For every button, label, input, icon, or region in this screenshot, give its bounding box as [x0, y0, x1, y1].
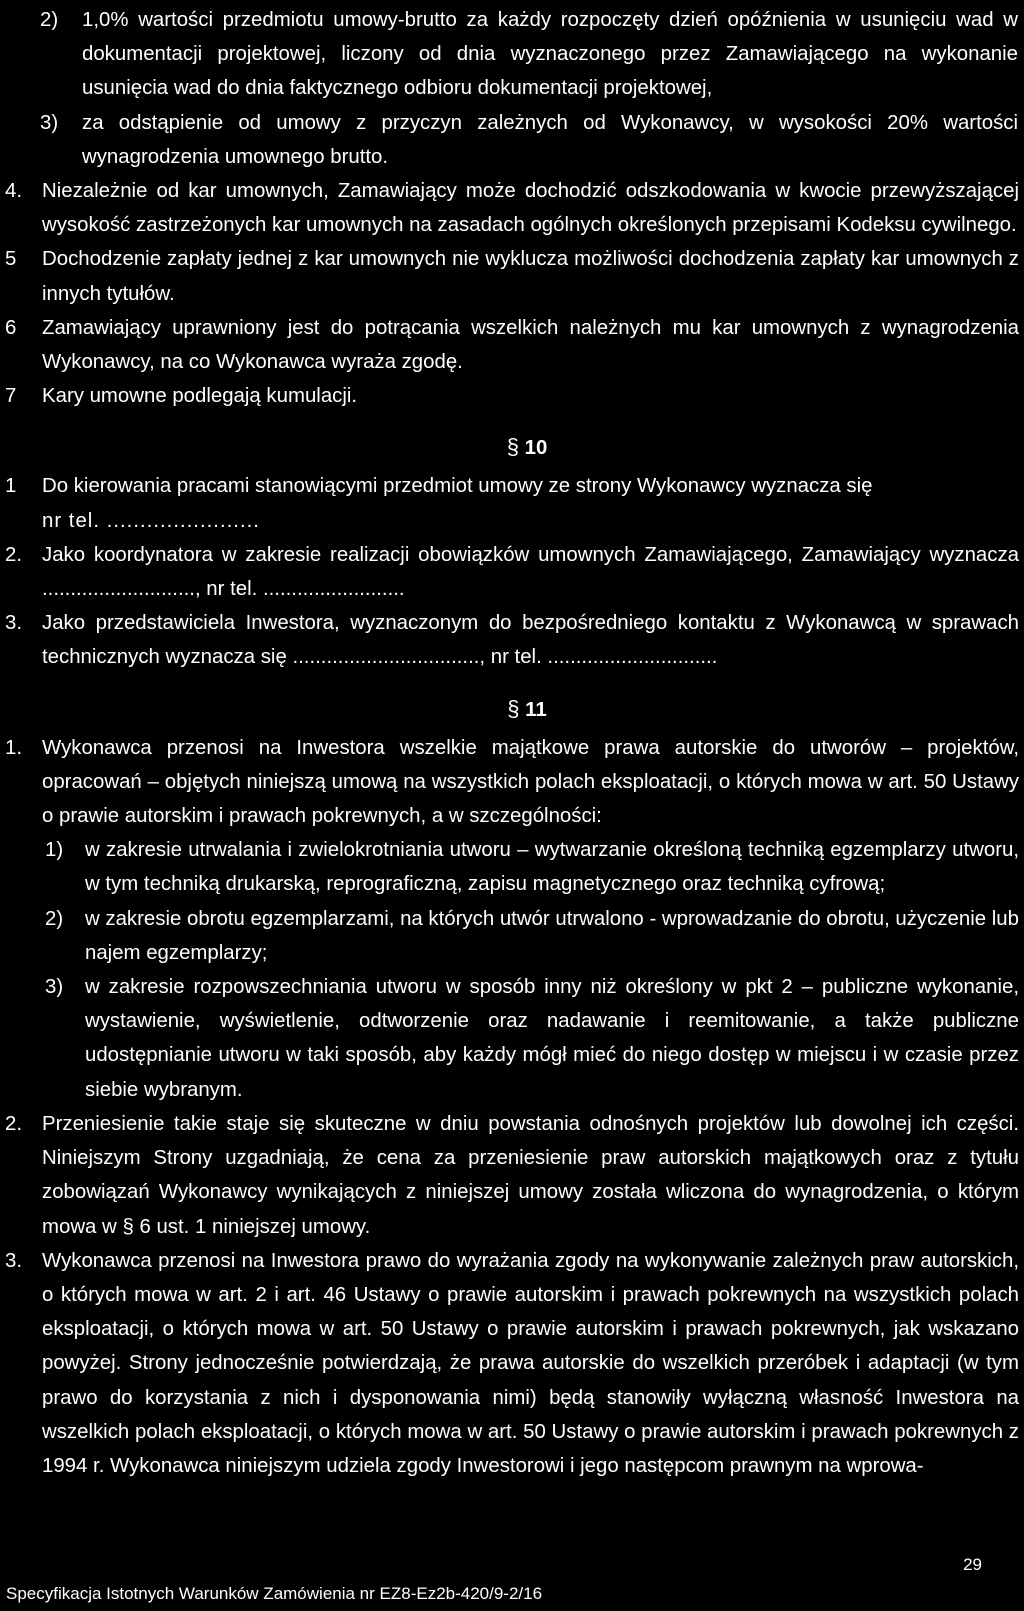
footer-document-title: Specyfikacja Istotnych Warunków Zamówienia nr EZ8-Ez2b-420/9-2/16 [6, 1584, 543, 1603]
paragraph [0, 1107, 1024, 1244]
penalty-list-continuation [0, 3, 1024, 174]
paragraph [0, 731, 1024, 834]
list-item-number: 3) [45, 976, 64, 999]
paragraph [0, 1244, 1024, 1483]
list-item-text: w zakresie utrwalania i zwielokrotniania utworu – wytwarzanie określoną techniką egzemplarzy utworu, w tym techniką drukarską, reprograficzną, zapisu magnetycznego oraz techniką cyfrową; [85, 839, 1019, 896]
paragraph-text: Wykonawca przenosi na Inwestora wszelkie majątkowe prawa autorskie do utworów – projektów, opracowań – objętych niniejszą umową na wszystkich polach eksploatacji, o których mowa w art. 50 Ustawy o prawie autorskim i prawach pokrewnych, a w szczególności: [42, 736, 1019, 828]
paragraph [0, 174, 1024, 242]
section-number: 10 [524, 437, 548, 460]
paragraph-text: Kary umowne podlegają kumulacji. [42, 385, 358, 408]
paragraph-text: Zamawiający uprawniony jest do potrącania wszelkich należnych mu kar umownych z wynagrodzenia Wykonawcy, na co Wykonawca wyraża zgodę. [42, 316, 1019, 374]
paragraph-number: 7 [5, 385, 17, 408]
paragraph-text: Jako koordynatora w zakresie realizacji obowiązków umownych Zamawiającego, Zamawiający wyznacza ..........................., nr tel. ......................... [42, 543, 1019, 601]
list-item-number: 2) [45, 907, 64, 930]
section-heading-10 [0, 425, 1024, 469]
paragraph [0, 469, 1024, 537]
list-item-text: w zakresie rozpowszechniania utworu w sposób inny niż określony w pkt 2 – publiczne wykonanie, wystawienie, wyświetlenie, odtworzenie oraz nadawanie i reemitowanie, a także publiczne udostępnianie utworu w taki sposób, aby każdy mógł mieć do niego dostęp w miejscu i w czasie przez siebie wybranym. [85, 976, 1019, 1101]
list-item [0, 970, 1024, 1107]
section-number: 11 [525, 698, 547, 721]
list-item-text: 1,0% wartości przedmiotu umowy-brutto za każdy rozpoczęty dzień opóźnienia w usunięciu wad w dokumentacji projektowej, liczony od dnia wyznaczonego przez Zamawiającego na wykonanie usunięcia wad do dnia faktycznego odbioru dokumentacji projektowej, [82, 9, 1018, 100]
paragraph-text: Jako przedstawiciela Inwestora, wyznaczonym do bezpośredniego kontaktu z Wykonawcą w sprawach technicznych wyznacza się ................................., nr tel. .............................. [42, 612, 1019, 669]
paragraph [0, 311, 1024, 379]
paragraph-number: 2. [5, 1112, 23, 1135]
list-item-text: w zakresie obrotu egzemplarzami, na których utwór utrwalono - wprowadzanie do obrotu, użyczenie lub najem egzemplarzy; [85, 907, 1019, 964]
list-item [0, 833, 1024, 901]
paragraph-number: 6 [5, 316, 17, 339]
list-item [0, 902, 1024, 970]
list-item [0, 3, 1024, 106]
list-item-number: 3) [40, 111, 59, 134]
list-item-text: za odstąpienie od umowy z przyczyn zależnych od Wykonawcy, w wysokości 20% wartości wynagrodzenia umownego brutto. [82, 111, 1018, 168]
paragraph [0, 379, 1024, 413]
paragraph-number: 1 [5, 475, 17, 498]
section-11-paragraphs [0, 731, 1024, 1483]
paragraph [0, 538, 1024, 606]
paragraph-number: 3. [5, 1249, 23, 1272]
paragraph-number: 3. [5, 612, 23, 635]
section-sign: § [506, 434, 519, 460]
list-item-number: 1) [45, 839, 64, 862]
paragraph-number: 2. [5, 543, 23, 566]
section-heading-11 [0, 687, 1024, 731]
paragraph-text: Przeniesienie takie staje się skuteczne w dniu powstania odnośnych projektów lub dowolnej ich części. Niniejszym Strony uzgadniają, że cena za przeniesienie praw autorskich majątkowych oraz z tytułu zobowiązań Wykonawcy wynikających z niniejszej umowy została wliczona do wynagrodzenia, o którym mowa w § 6 ust. 1 niniejszej umowy. [42, 1112, 1019, 1238]
paragraph [0, 242, 1024, 310]
section-sign: § [507, 695, 520, 721]
paragraph-text: Niezależnie od kar umownych, Zamawiający może dochodzić odszkodowania w kwocie przewyższającej wysokość zastrzeżonych kar umownych na zasadach ogólnych określonych przepisami Kodeksu cywilnego. [42, 180, 1019, 237]
paragraph-text: Do kierowania pracami stanowiącymi przedmiot umowy ze strony Wykonawcy wyznacza się [42, 475, 873, 498]
paragraph-number: 4. [5, 180, 23, 203]
paragraph-number: 5 [5, 248, 17, 271]
page-number: 29 [963, 1555, 982, 1574]
paragraph-number: 1. [5, 736, 23, 759]
phone-line: nr tel. ....................... [42, 509, 260, 532]
paragraph [0, 606, 1024, 674]
list-item [0, 106, 1024, 174]
paragraph-text: Dochodzenie zapłaty jednej z kar umownych nie wyklucza możliwości dochodzenia zapłaty kar umownych z innych tytułów. [42, 248, 1019, 305]
paragraph-text: Wykonawca przenosi na Inwestora prawo do wyrażania zgody na wykonywanie zależnych praw autorskich, o których mowa w art. 2 i art. 46 Ustawy o prawie autorskim i prawach pokrewnych na wszystkich polach eksploatacji, o których mowa w art. 50 Ustawy o prawie autorskim i prawach pokrewnych, jak wskazano powyżej. Strony jednocześnie potwierdzają, że prawa autorskie do wszelkich przeróbek i adaptacji (w tym prawo do korzystania z nich i dysponowania nimi) będą stanowiły wyłączną własność Inwestora na wszelkich polach eksploatacji, o których mowa w art. 50 Ustawy o prawie autorskim i prawach pokrewnych z 1994 r. Wykonawca niniejszym udziela zgody Inwestorowi i jego następcom prawnym na wprowa- [42, 1249, 1019, 1477]
list-item-number: 2) [40, 9, 59, 31]
section-9-paragraphs [0, 174, 1024, 413]
section-10-paragraphs [0, 469, 1024, 674]
